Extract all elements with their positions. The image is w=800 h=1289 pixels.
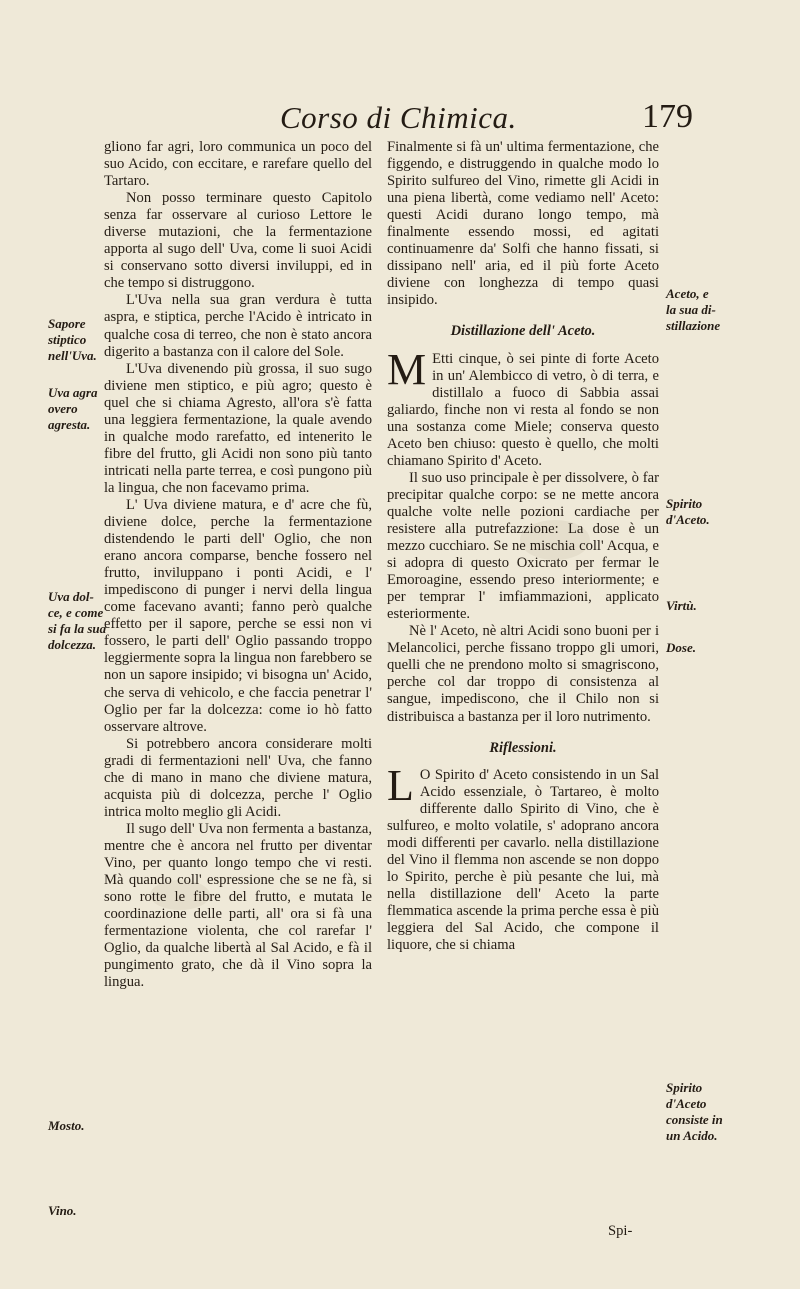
margin-note-uva-agra: Uva agra overo agresta. <box>48 385 98 432</box>
paragraph: L' Uva diviene matura, e d' acre che fù, diviene dolce, perche la fermentazione distendendo le parti dell' Oglio, che non erano ancora comparse, benche fossero nel frutto, inviluppano i ponti Acidi, e l' impediscono di punger i nervi della lingua come facevano avanti; fanno però qualche effetto per il sapore, perche se essi non vi fossero, le parti dell' Oglio passando troppo leggiermente sopra la lingua non farebbero se non un sapore insipido; vi bisogna un' Acido, che serva di vehicolo, e che faccia penetrar l' Oglio per far la dolcezza: come io hò fatto osservare altrove. <box>104 496 372 735</box>
margin-note-virtu: Virtù. <box>666 598 697 613</box>
catchword: Spi- <box>608 1223 633 1239</box>
drop-cap: M <box>387 344 427 394</box>
margin-note-spirito-aceto: Spirito d'Aceto. <box>666 496 710 527</box>
left-text-column <box>104 139 372 991</box>
margin-note-dose: Dose. <box>666 640 696 655</box>
margin-note-aceto: Aceto, e la sua di- stillazione <box>666 286 721 333</box>
paragraph: L'Uva divenendo più grossa, il suo sugo diviene men stiptico, e più agro; questo è quel che si chiama Agresto, all'ora s'è fatta una leggiera fermentazione, la quale avendo in qualche modo rarefatto, ed intenerito le fibre del frutto, gli Acidi non sono più tanto intricati nella parte terrea, e così pungono più la lingua, che non facevamo prima. <box>104 360 372 496</box>
paragraph: Finalmente si fà un' ultima fermentazione, che figgendo, e distruggendo in qualche modo lo Spirito sulfureo del Vino, rimette gli Acidi in una piena libertà, come vediamo nell' Aceto: questi Acidi durano longo tempo, mà finalmente essendo mossi, ed agitati continuamenre da' Solfi che hanno fissati, si dissipano nell' aria, ed il più forte Aceto diviene con longhezza di tempo quasi insipido. <box>387 139 659 309</box>
margin-note-sapore: Sapore stiptico nell'Uva. <box>48 316 97 363</box>
paragraph: gliono far agri, loro communica un poco del suo Acido, con eccitare, e rarefare quello del Tartaro. <box>104 139 372 190</box>
margin-note-mosto: Mosto. <box>48 1118 85 1133</box>
section-heading: Distillazione dell' Aceto. <box>450 323 596 340</box>
paragraph: M Etti cinque, ò sei pinte di forte Aceto in un' Alembicco di vetro, ò di terra, e distillalo a fuoco di Sabbia assai galiardo, finche non vi resta al fondo se non una sostanza come Miele; conserva questo Aceto ben chiuso: questo è quello, che molti chiamano Spirito d' Aceto. <box>387 344 659 469</box>
paragraph: Il sugo dell' Uva non fermenta a bastanza, mentre che è ancora nel frutto per diventar Vino, per quanto longo tempo che vi resti. Mà quando coll' espressione che se ne fà, si sono rotte le fibre del frutto, e mutata le coordinazione delle parti, all' ora si fà una fermentazione violenta, che col rarefar l' Oglio, da qualche libertà al Sal Acido, e fà il pungimento grato, che dà il Vino sopra la lingua. <box>104 820 372 991</box>
paragraph: Si potrebbero ancora considerare molti gradi di fermentazioni nell' Uva, che fanno che di mano in mano che diviene matura, acquista più di dolcezza, perche l' Oglio intrica molto meglio gli Acidi. <box>104 735 372 820</box>
paragraph: Il suo uso principale è per dissolvere, ò far precipitar qualche corpo: se ne mette ancora qualche volte nelle pozioni cardiache per resistere alla putrefazzione: La dose è un mezzo cucchiaro. Se ne mischia coll' Acqua, e si adopra di questo Oxicrato per fermar le Emoroagine, essendo preso interiormente; e per temprar l' imfiammazioni, applicato esteriormente. <box>387 469 659 623</box>
page-number: 179 <box>642 98 693 135</box>
paragraph: L O Spirito d' Aceto consistendo in un Sal Acido essenziale, ò Tartareo, è molto differente dallo Spirito di Vino, che è sulfureo, e molto volatile, s' adoprano ancora modi differenti per cavarlo. nella distillazione del Vino il flemma non ascende se non doppo lo Spirito, perche è più pesante che lui, mà nella distillazione dell' Aceto la parte flemmatica ascende la prima perche essa è più leggiera del Sal Acido, che compone il liquore, che si chiama <box>387 760 659 954</box>
running-title: Corso di Chimica. <box>280 100 517 135</box>
margin-note-spirito-acido: Spirito d'Aceto consiste in un Acido. <box>666 1080 723 1143</box>
right-text-column <box>387 139 659 954</box>
section-heading: Riflessioni. <box>489 739 557 756</box>
paragraph: Non posso terminare questo Capitolo senza far osservare al curioso Lettore le diverse mutazioni, che la fermentazione apporta al sugo dell' Uva, come li suoi Acidi si conservano sotto diversi inviluppi, ed in che tempo si distruggono. <box>104 190 372 292</box>
paragraph: L'Uva nella sua gran verdura è tutta aspra, e stiptica, perche l'Acido è intricato in qualche cosa di terreo, che non è stato ancora digerito a bastanza con il calore del Sole. <box>104 292 372 360</box>
margin-note-vino: Vino. <box>48 1203 77 1218</box>
margin-note-uva-dolce: Uva dol- ce, e come si fa la sua dolcezza. <box>48 589 107 652</box>
drop-cap: L <box>387 760 414 810</box>
paragraph: Nè l' Aceto, nè altri Acidi sono buoni per i Melancolici, perche fissano troppo gli umori, quelli che ne prendono molto si smagriscono, perche col dar troppo di consistenza al sangue, impediscono, che il Chilo non si distribuisca a bastanza per il loro nutrimento. <box>387 623 659 725</box>
